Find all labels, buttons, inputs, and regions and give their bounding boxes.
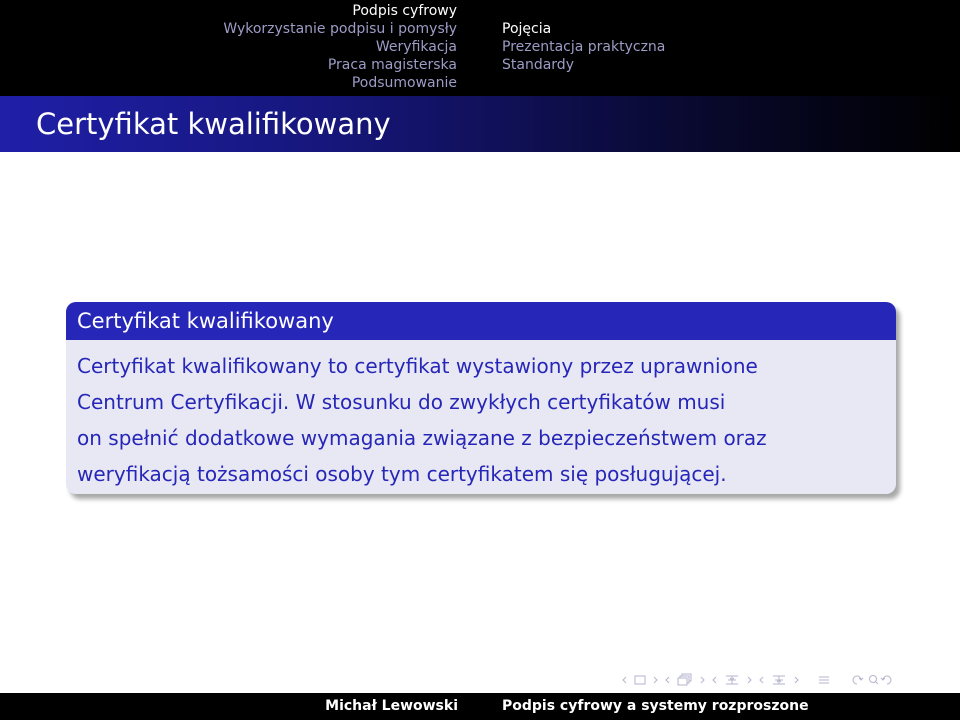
block-title: Certyfikat kwalifikowany: [66, 302, 896, 340]
nav-frame-back-icon[interactable]: [622, 676, 627, 684]
nav-section-icon[interactable]: [724, 674, 740, 686]
subsection-list: [502, 20, 665, 74]
nav-subsec2-forward-icon[interactable]: [794, 676, 799, 684]
block-text-line: Centrum Certyfikacji. W stosunku do zwykłych certyfikatów musi: [77, 390, 726, 414]
nav-subsection-prezentacja[interactable]: Prezentacja praktyczna: [502, 39, 666, 55]
block-text-line: on spełnić dodatkowe wymagania związane z bezpieczeństwem oraz: [77, 426, 767, 450]
definition-block: [66, 302, 896, 494]
nav-align-icon[interactable]: [818, 675, 830, 685]
section-list: [223, 2, 457, 92]
nav-subsection-back-icon[interactable]: [665, 676, 670, 684]
nav-section-podpis-cyfrowy[interactable]: Podpis cyfrowy: [352, 3, 457, 19]
nav-section-podsumowanie[interactable]: Podsumowanie: [351, 75, 457, 91]
nav-subsection-icon[interactable]: [677, 673, 693, 687]
nav-section-wykorzystanie[interactable]: Wykorzystanie podpisu i pomysły: [223, 21, 457, 37]
navigation-symbols: [622, 671, 895, 689]
nav-subsection-standardy[interactable]: Standardy: [502, 57, 574, 73]
footer-author: Michał Lewowski: [0, 693, 480, 720]
frame-title: Certyfikat kwalifikowany: [36, 107, 391, 141]
top-navigation: [0, 0, 960, 96]
nav-section-back-icon[interactable]: [712, 676, 717, 684]
nav-section-weryfikacja[interactable]: Weryfikacja: [375, 39, 457, 55]
nav-section-forward-icon[interactable]: [747, 676, 752, 684]
nav-frame-forward-icon[interactable]: [653, 676, 658, 684]
nav-subsection-forward-icon[interactable]: [700, 676, 705, 684]
nav-subsection-pojecia[interactable]: Pojęcia: [502, 21, 552, 37]
block-text-line: Certyfikat kwalifikowany to certyfikat wystawiony przez uprawnione: [77, 354, 758, 378]
block-text-line: weryfikacją tożsamości osoby tym certyfikatem się posługującej.: [77, 462, 727, 486]
nav-frame-icon[interactable]: [634, 675, 646, 685]
footer: [0, 693, 960, 720]
footer-title: Podpis cyfrowy a systemy rozproszone: [480, 693, 960, 720]
block-body: [66, 340, 896, 492]
nav-subsec2-back-icon[interactable]: [759, 676, 764, 684]
nav-section-praca-magisterska[interactable]: Praca magisterska: [327, 57, 457, 73]
nav-subsec2-icon[interactable]: [771, 674, 787, 686]
search-undo-icon[interactable]: [851, 674, 895, 686]
